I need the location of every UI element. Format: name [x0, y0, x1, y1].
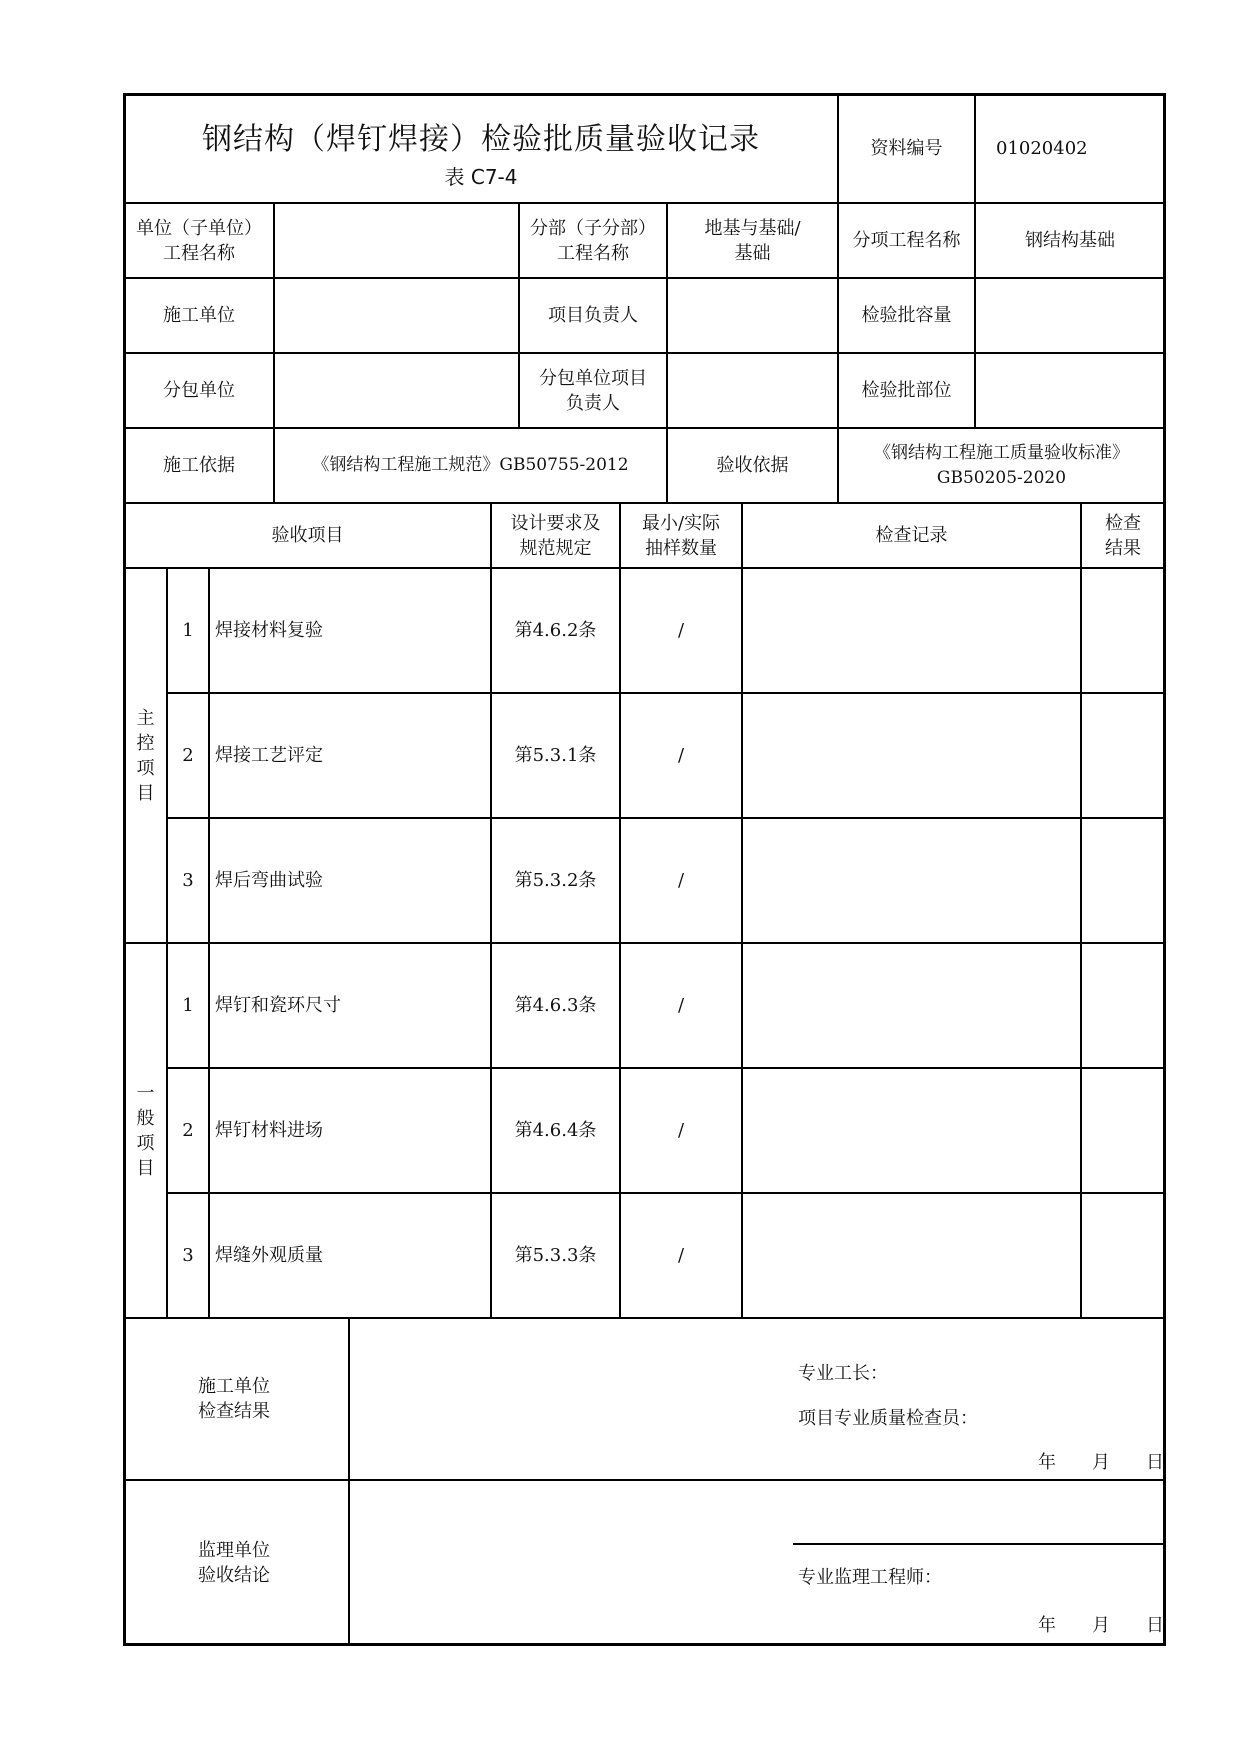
col-header-requirement: 设计要求及 规范规定 [510, 512, 601, 559]
unit-label: 单位（子单位） 工程名称 [136, 217, 262, 264]
table-row-name: 焊后弯曲试验 [215, 870, 323, 891]
main-group-label: 主 控 项 目 [136, 707, 155, 804]
division-label: 分部（子分部） 工程名称 [530, 217, 656, 264]
table-row-record[interactable] [743, 819, 1080, 942]
basis-value: 《钢结构工程施工规范》GB50755-2012 [312, 455, 629, 475]
table-row-no: 2 [182, 1120, 194, 1141]
table-row-sample[interactable]: / [677, 870, 685, 891]
basis-label: 施工依据 [163, 455, 235, 476]
supervisor-check-date[interactable]: 年 月 日 [1038, 1614, 1164, 1636]
table-row-record[interactable] [743, 944, 1080, 1067]
table-row-clause: 第4.6.4条 [514, 1120, 597, 1141]
capacity-label: 检验批容量 [861, 305, 952, 326]
table-row-result[interactable] [1082, 944, 1164, 1067]
location-label: 检验批部位 [861, 380, 952, 401]
table-row-clause: 第5.3.3条 [514, 1245, 597, 1266]
col-header-result: 检查 结果 [1105, 512, 1141, 559]
col-header-item: 验收项目 [271, 525, 344, 546]
table-row-no: 3 [182, 1245, 194, 1266]
col-header-sample: 最小/实际 抽样数量 [641, 512, 721, 559]
sub-pm-value[interactable] [668, 354, 837, 427]
table-row-sample[interactable]: / [677, 745, 685, 766]
general-group-label: 一 般 项 目 [136, 1082, 155, 1179]
subitem-label: 分项工程名称 [852, 230, 961, 251]
contractor-label: 施工单位 [163, 305, 235, 326]
col-header-record: 检查记录 [875, 525, 948, 546]
sub-pm-label: 分包单位项目 负责人 [539, 367, 647, 414]
table-row-name: 焊接工艺评定 [215, 745, 323, 766]
table-row-name: 焊钉和瓷环尺寸 [215, 995, 341, 1016]
table-row-no: 2 [182, 745, 194, 766]
acceptance-basis-label: 验收依据 [716, 455, 789, 476]
contractor-check-date[interactable]: 年 月 日 [1038, 1451, 1164, 1473]
supervisor-check-label: 监理单位 验收结论 [198, 1540, 270, 1586]
table-row-sample[interactable]: / [677, 620, 685, 641]
table-row-sample[interactable]: / [677, 1120, 685, 1141]
table-row-result[interactable] [1082, 569, 1164, 692]
pm-label: 项目负责人 [548, 305, 638, 326]
unit-value[interactable] [275, 204, 518, 277]
capacity-value[interactable] [976, 279, 1164, 352]
table-row-name: 焊缝外观质量 [215, 1245, 323, 1266]
doc-no-label: 资料编号 [870, 138, 943, 159]
doc-no-value[interactable]: 01020402 [996, 138, 1088, 159]
table-row-no: 3 [182, 870, 194, 891]
table-row-clause: 第5.3.1条 [514, 745, 597, 766]
contractor-value[interactable] [275, 279, 518, 352]
form-subtitle: 表 C7-4 [444, 164, 518, 189]
contractor-check-label: 施工单位 检查结果 [198, 1376, 270, 1422]
table-row-clause: 第4.6.3条 [514, 995, 597, 1016]
table-row-no: 1 [182, 620, 194, 641]
table-row-sample[interactable]: / [677, 995, 685, 1016]
line-v-sign [348, 1317, 350, 1645]
table-row-result[interactable] [1082, 1194, 1164, 1317]
subcontractor-label: 分包单位 [163, 380, 235, 401]
table-row-name: 焊接材料复验 [215, 620, 323, 641]
table-row-result[interactable] [1082, 694, 1164, 817]
line-v-no [208, 567, 210, 1317]
table-row-result[interactable] [1082, 819, 1164, 942]
foreman-signature-label[interactable]: 专业工长： [798, 1362, 888, 1384]
table-row-clause: 第4.6.2条 [514, 620, 597, 641]
subitem-value[interactable]: 钢结构基础 [1025, 230, 1115, 251]
table-row-record[interactable] [743, 1194, 1080, 1317]
table-row-record[interactable] [743, 569, 1080, 692]
quality-inspector-signature-label[interactable]: 项目专业质量检查员： [798, 1407, 978, 1429]
location-value[interactable] [976, 354, 1164, 427]
table-row-result[interactable] [1082, 1069, 1164, 1192]
pm-value[interactable] [668, 279, 837, 352]
line-h-supervisor-sign [793, 1543, 1164, 1545]
supervisor-engineer-signature-label[interactable]: 专业监理工程师： [798, 1566, 942, 1588]
division-value[interactable]: 地基与基础/ 基础 [704, 217, 801, 264]
table-row-name: 焊钉材料进场 [215, 1120, 323, 1141]
acceptance-basis-value: 《钢结构工程施工质量验收标准》 GB50205-2020 [874, 442, 1129, 488]
table-row-record[interactable] [743, 1069, 1080, 1192]
table-row-no: 1 [182, 995, 194, 1016]
subcontractor-value[interactable] [275, 354, 518, 427]
form-title: 钢结构（焊钉焊接）检验批质量验收记录 [202, 121, 760, 157]
table-row-clause: 第5.3.2条 [514, 870, 597, 891]
table-row-sample[interactable]: / [677, 1245, 685, 1266]
table-row-record[interactable] [743, 694, 1080, 817]
